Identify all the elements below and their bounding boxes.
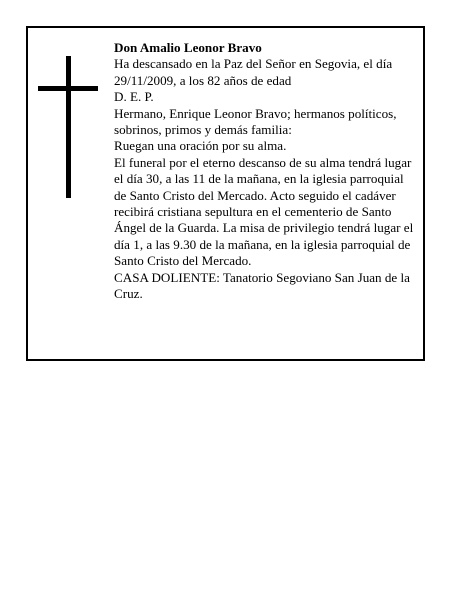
- prayer-request: Ruegan una oración por su alma.: [114, 138, 287, 154]
- obituary-notice: [26, 26, 425, 361]
- cross-icon: [38, 56, 98, 198]
- notice-body: [114, 40, 416, 303]
- funeral-details: El funeral por el eterno descanso de su alma tendrá lugar el día 30, a las 11 de la mañana, en la iglesia parroquial de Santo Cristo del Mercado. Acto seguido el cadáver recibirá cristiana sepultura en el cementerio de Santo Ángel de la Guarda. La misa de privilegio tendrá lugar el día 1, a las 9.30 de la mañana, en la iglesia parroquial de Santo Cristo del Mercado.: [114, 154, 414, 269]
- mourning-house: CASA DOLIENTE: Tanatorio Segoviano San Juan de la Cruz.: [114, 269, 410, 302]
- family-list: Hermano, Enrique Leonor Bravo; hermanos políticos, sobrinos, primos y demás familia:: [114, 105, 397, 138]
- rip-line: D. E. P.: [114, 89, 154, 105]
- cross-vertical-bar: [66, 56, 71, 198]
- deceased-name: Don Amalio Leonor Bravo: [114, 40, 262, 55]
- cross-horizontal-bar: [38, 86, 98, 91]
- death-announcement: Ha descansado en la Paz del Señor en Segovia, el día 29/11/2009, a los 82 años de edad: [114, 56, 393, 88]
